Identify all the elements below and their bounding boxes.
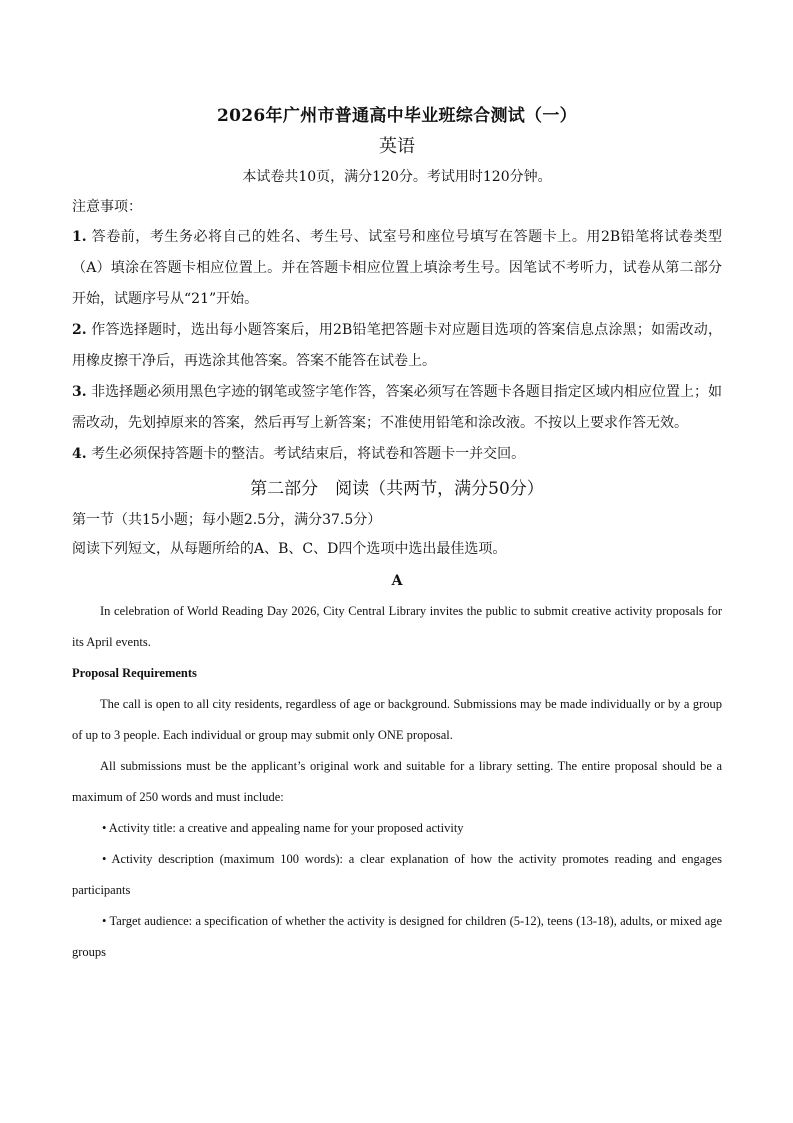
note-text: 作答选择题时，选出每小题答案后，用2B铅笔把答题卡对应题目选项的答案信息点涂黑；如需改动，用橡皮擦干净后，再选涂其他答案。答案不能答在试卷上。 — [72, 322, 722, 369]
note-number: 3. — [72, 384, 87, 400]
note-text: 非选择题必须用黑色字迹的钢笔或签字笔作答，答案必须写在答题卡各题目指定区域内相应位置上；如需改动，先划掉原来的答案，然后再写上新答案；不准使用铅笔和涂改液。不按以上要求作答无效。 — [72, 384, 723, 431]
requirement-bullet: • Activity title: a creative and appealing name for your proposed activity — [102, 821, 464, 835]
note-item — [72, 222, 722, 315]
passage-paragraph: The call is open to all city residents, regardless of age or background. Submissions may be made individually or by a group of up to 3 people. Each individual or group may submit only ONE proposal. — [72, 697, 722, 742]
section-heading: 第二部分 阅读（共两节，满分50分） — [250, 479, 544, 499]
note-number: 1. — [72, 229, 87, 245]
note-item — [72, 315, 722, 377]
part-heading: 第一节（共15小题；每小题2.5分，满分37.5分） — [72, 512, 382, 528]
note-text: 考生必须保持答题卡的整洁。考试结束后，将试卷和答题卡一并交回。 — [91, 446, 526, 462]
requirement-bullet: • Target audience: a specification of whether the activity is designed for children (5-12), teens (13-18), adults, or mixed age groups — [72, 914, 722, 959]
note-number: 2. — [72, 322, 87, 338]
passage-intro: In celebration of World Reading Day 2026, City Central Library invites the public to submit creative activity proposals for its April events. — [72, 604, 722, 649]
note-item — [72, 377, 722, 439]
exam-info: 本试卷共10页，满分120分。考试用时120分钟。 — [242, 169, 552, 185]
exam-page — [72, 100, 722, 968]
reading-instruction: 阅读下列短文，从每题所给的A、B、C、D四个选项中选出最佳选项。 — [72, 541, 507, 557]
passage-subheading: Proposal Requirements — [72, 666, 197, 680]
note-text: 答卷前，考生务必将自己的姓名、考生号、试室号和座位号填写在答题卡上。用2B铅笔将试卷类型（A）填涂在答题卡相应位置上。并在答题卡相应位置上填涂考生号。因笔试不考听力，试卷从第二部分开始，试题序号从“21”开始。 — [72, 229, 723, 307]
exam-subject: 英语 — [379, 136, 415, 157]
exam-title: 2026年广州市普通高中毕业班综合测试（一） — [217, 106, 577, 126]
requirement-bullet: • Activity description (maximum 100 words): a clear explanation of how the activity promotes reading and engages participants — [72, 852, 722, 897]
passage-letter: A — [391, 573, 403, 589]
note-number: 4. — [72, 446, 87, 462]
notes-heading: 注意事项： — [72, 199, 142, 215]
note-item — [72, 439, 722, 470]
passage-paragraph: All submissions must be the applicant’s original work and suitable for a library setting. The entire proposal should be a maximum of 250 words and must include: — [72, 759, 722, 804]
